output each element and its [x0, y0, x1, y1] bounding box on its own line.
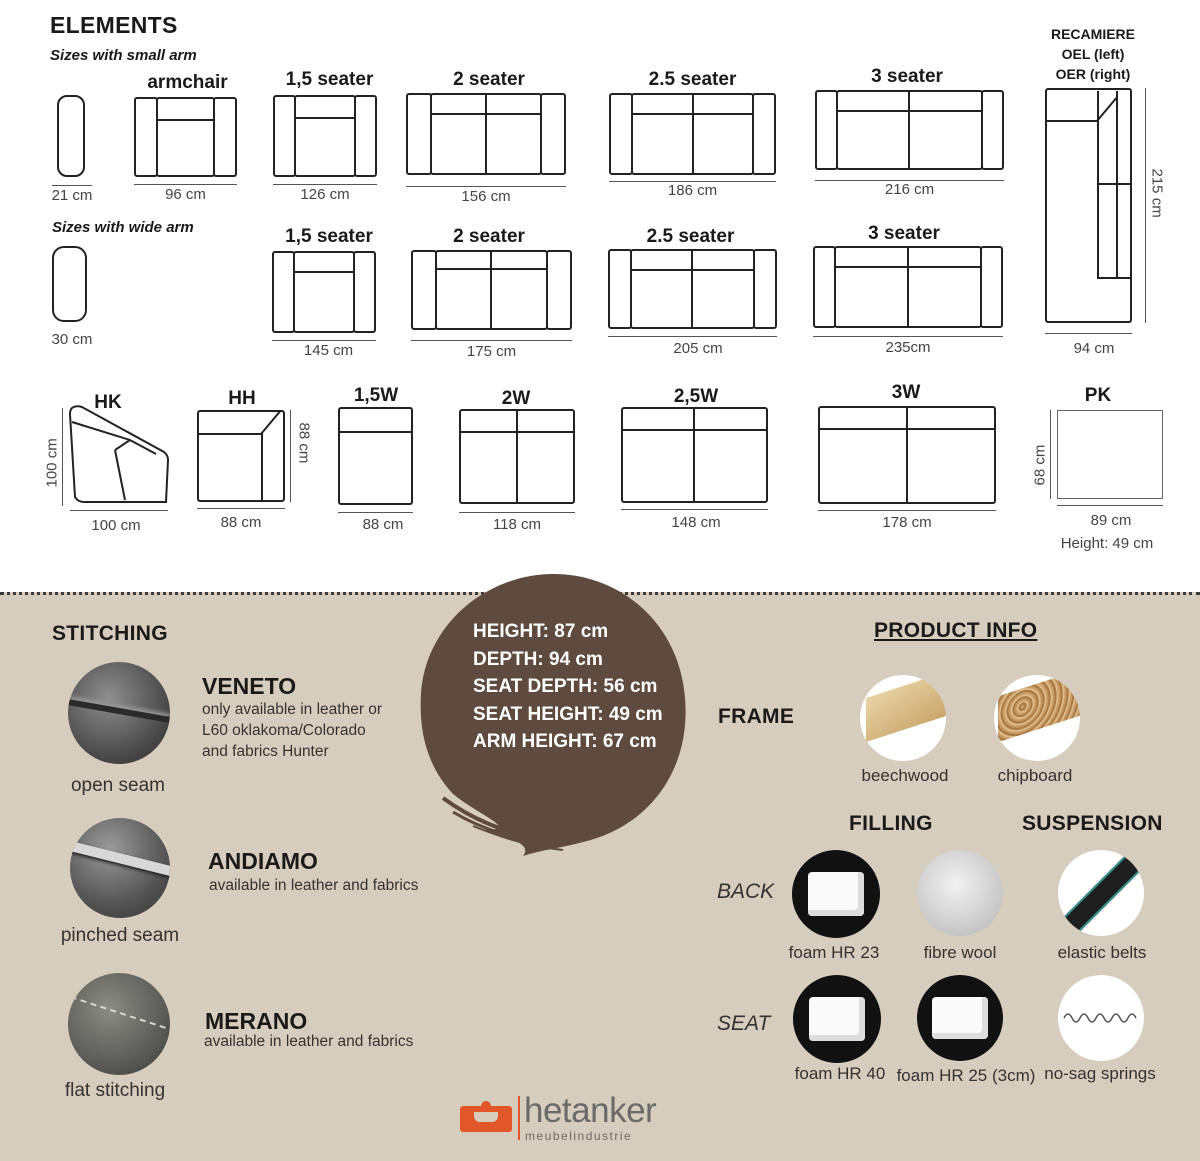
recamiere-drawing	[1045, 88, 1132, 323]
no-sag-springs-caption: no-sag springs	[1044, 1064, 1156, 1083]
beechwood-image	[860, 675, 946, 761]
wide-1-5-seater-label: 1,5 seater	[285, 226, 373, 247]
small-2-seater-label: 2 seater	[453, 69, 525, 90]
logo-brand: hetanker	[524, 1091, 657, 1130]
small-3-seater-label: 3 seater	[871, 66, 943, 87]
wide-arm-drawing	[52, 246, 87, 322]
small-2-5-seater-label: 2.5 seater	[648, 69, 737, 90]
merano-name: MERANO	[205, 1008, 308, 1034]
wide-3-seater-drawing	[813, 246, 1003, 328]
veneto-desc-line-3: and fabrics Hunter	[202, 743, 329, 760]
w15-drawing	[338, 407, 413, 505]
recamiere-length-dim: 215 cm	[1148, 168, 1166, 218]
stitching-title: STITCHING	[52, 622, 168, 645]
filling-title: FILLING	[849, 812, 933, 835]
pk-height-dim: 68 cm	[1031, 444, 1049, 486]
recamiere-title-2: OEL (left)	[1061, 46, 1125, 62]
wide-2-5-seater-drawing	[608, 249, 777, 329]
back-label: BACK	[717, 880, 775, 903]
pk-width-dim: 89 cm	[1090, 512, 1132, 529]
wide-2-seater-dim: 175 cm	[466, 343, 517, 360]
hh-height-dim: 88 cm	[295, 422, 313, 464]
wide-3-seater-label: 3 seater	[868, 223, 940, 244]
wide-1-5-seater-dim: 145 cm	[303, 342, 354, 359]
small-arm-dim: 21 cm	[51, 187, 93, 204]
w3-dim: 178 cm	[882, 514, 932, 531]
recamiere-width-dim: 94 cm	[1073, 340, 1115, 357]
recamiere-title-3: OER (right)	[1055, 66, 1131, 82]
small-2-seater-drawing	[406, 93, 566, 175]
w25-drawing	[621, 407, 768, 503]
w2-drawing	[459, 409, 575, 504]
merano-desc: available in leather and fabrics	[204, 1033, 414, 1050]
logo-divider	[518, 1096, 520, 1140]
w2-label: 2W	[501, 388, 531, 409]
small-arm-drawing	[57, 95, 85, 177]
pinched-seam-caption: pinched seam	[60, 925, 180, 946]
wide-arm-dim: 30 cm	[51, 331, 93, 348]
spring-icon	[1058, 975, 1144, 1061]
hh-width-dim: 88 cm	[220, 514, 262, 531]
flat-stitching-caption: flat stitching	[64, 1080, 166, 1101]
hk-drawing	[60, 402, 172, 508]
pk-label: PK	[1084, 385, 1112, 406]
logo-sub: meubelindustrie	[525, 1129, 633, 1143]
specs-list	[473, 618, 663, 756]
w25-label: 2,5W	[673, 386, 719, 407]
foam-hr-25-caption: foam HR 25 (3cm)	[896, 1066, 1036, 1085]
veneto-name: VENETO	[202, 673, 297, 699]
pk-seat-height: Height: 49 cm	[1060, 535, 1154, 552]
small-1-5-seater-drawing	[273, 95, 377, 177]
andiamo-desc: available in leather and fabrics	[209, 877, 419, 894]
wide-3-seater-dim: 235cm	[885, 339, 931, 356]
armchair-drawing	[134, 97, 237, 177]
hk-height-dim: 100 cm	[43, 438, 61, 488]
small-arm-title: Sizes with small arm	[50, 47, 197, 64]
small-2-seater-dim: 156 cm	[461, 188, 511, 205]
spec-arm-height: ARM HEIGHT: 67 cm	[473, 731, 657, 752]
wide-2-5-seater-dim: 205 cm	[673, 340, 723, 357]
chipboard-image	[994, 675, 1080, 761]
beechwood-caption: beechwood	[861, 766, 949, 785]
frame-label: FRAME	[718, 705, 795, 728]
small-2-5-seater-dim: 186 cm	[667, 182, 718, 199]
wide-2-5-seater-label: 2.5 seater	[646, 226, 735, 247]
foam-hr-23-image	[792, 850, 880, 938]
wide-2-seater-drawing	[411, 250, 572, 330]
small-3-seater-dim: 216 cm	[884, 181, 935, 198]
seat-label: SEAT	[717, 1012, 771, 1035]
hh-label: HH	[228, 388, 256, 409]
elements-title: ELEMENTS	[50, 12, 178, 38]
pk-drawing	[1057, 410, 1163, 499]
recamiere-title	[1038, 24, 1148, 84]
foam-hr-23-caption: foam HR 23	[788, 943, 880, 962]
open-seam-image	[68, 662, 170, 764]
hh-drawing	[197, 410, 285, 502]
foam-hr-40-image	[793, 975, 881, 1063]
pinched-seam-image	[70, 818, 170, 918]
elastic-belts-caption: elastic belts	[1057, 943, 1147, 962]
w3-drawing	[818, 406, 996, 504]
w2-dim: 118 cm	[492, 516, 542, 533]
wide-arm-title: Sizes with wide arm	[52, 219, 194, 236]
small-2-5-seater-drawing	[609, 93, 776, 175]
armchair-dim: 96 cm	[165, 186, 206, 203]
fibre-wool-image	[917, 850, 1003, 936]
product-info-title: PRODUCT INFO	[874, 619, 1038, 642]
spec-height: HEIGHT: 87 cm	[473, 621, 609, 642]
chipboard-caption: chipboard	[997, 766, 1073, 785]
small-1-5-seater-label: 1,5 seater	[285, 69, 374, 90]
flat-stitching-image	[68, 973, 170, 1075]
hk-label: HK	[94, 392, 122, 413]
wide-1-5-seater-drawing	[272, 251, 376, 333]
andiamo-name: ANDIAMO	[208, 848, 318, 874]
elastic-belts-image	[1058, 850, 1144, 936]
foam-hr-40-caption: foam HR 40	[794, 1064, 886, 1083]
small-1-5-seater-dim: 126 cm	[300, 186, 350, 203]
w15-dim: 88 cm	[362, 516, 404, 533]
suspension-title: SUSPENSION	[1022, 812, 1163, 835]
logo-sofa-icon	[460, 1098, 514, 1134]
no-sag-springs-image	[1058, 975, 1144, 1061]
fibre-wool-caption: fibre wool	[923, 943, 997, 962]
wide-2-seater-label: 2 seater	[453, 226, 525, 247]
w25-dim: 148 cm	[671, 514, 721, 531]
armchair-label: armchair	[147, 72, 228, 93]
veneto-desc-line-1: only available in leather or	[202, 701, 383, 718]
w15-label: 1,5W	[353, 385, 399, 406]
recamiere-title-1: RECAMIERE	[1050, 26, 1135, 42]
veneto-desc	[202, 699, 382, 762]
spec-seat-height: SEAT HEIGHT: 49 cm	[473, 703, 663, 725]
veneto-desc-line-2: L60 oklakoma/Colorado	[202, 722, 366, 739]
open-seam-caption: open seam	[70, 775, 165, 796]
spec-seat-depth: SEAT DEPTH: 56 cm	[473, 676, 658, 697]
w3-label: 3W	[891, 382, 921, 403]
hk-width-dim: 100 cm	[91, 517, 141, 534]
small-3-seater-drawing	[815, 90, 1004, 170]
foam-hr-25-image	[917, 975, 1003, 1061]
spec-depth: DEPTH: 94 cm	[473, 648, 603, 670]
